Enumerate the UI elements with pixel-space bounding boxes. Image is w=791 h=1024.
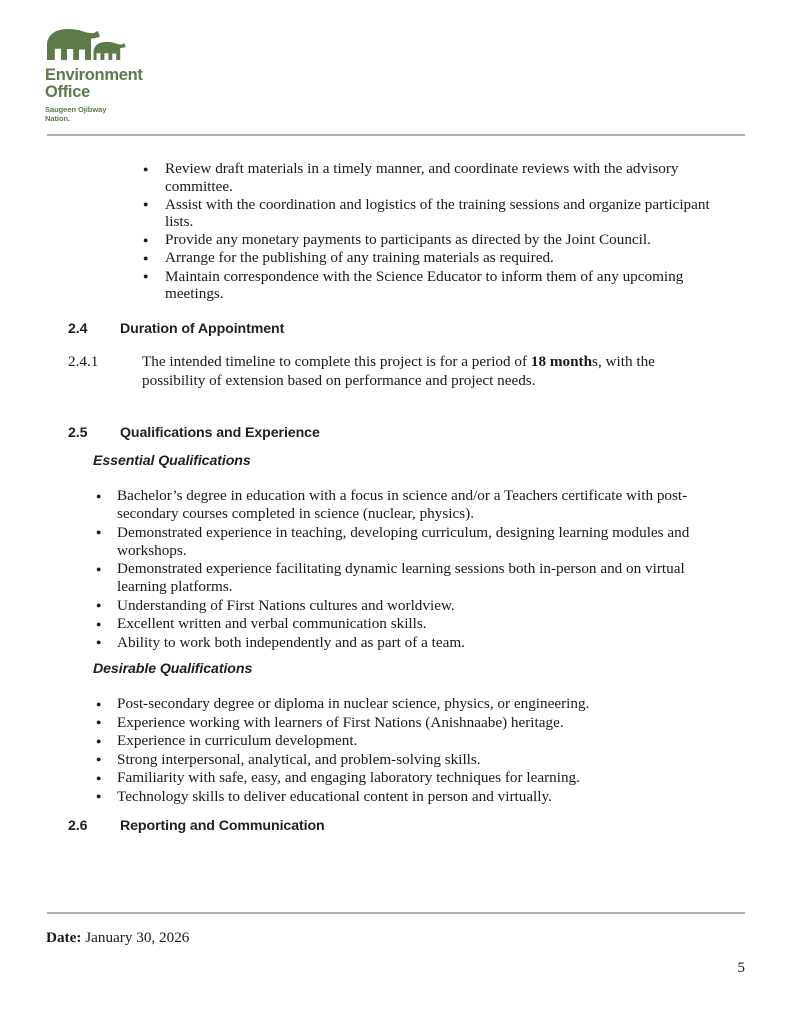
subheading-essential-qualifications: Essential Qualifications (93, 453, 251, 469)
page-number: 5 (737, 959, 745, 976)
section-number: 2.6 (68, 818, 88, 834)
clause-number: 2.4.1 (68, 353, 99, 370)
section-heading-2-5 (68, 425, 320, 441)
clause-text-before: The intended timeline to complete this project is for a period of (142, 353, 531, 370)
logo-subtitle-line2: Nation. (45, 114, 71, 124)
section-number: 2.4 (68, 321, 88, 337)
section-heading-2-6 (68, 818, 325, 834)
clause-text-bold: 18 month (530, 353, 593, 370)
section-title: Duration of Appointment (120, 321, 285, 337)
list-item: ● Experience working with learners of First Nations (Anishnaabe) heritage. (96, 714, 716, 732)
list-item: ● Provide any monetary payments to participants as directed by the Joint Council. (143, 231, 733, 249)
list-item: ● Strong interpersonal, analytical, and problem-solving skills. (96, 751, 716, 769)
footer-date-value: January 30, 2026 (85, 929, 190, 946)
subheading-desirable-qualifications: Desirable Qualifications (93, 661, 253, 677)
list-item: ● Post-secondary degree or diploma in nuclear science, physics, or engineering. (96, 695, 716, 713)
desirable-qualifications-list (96, 695, 716, 806)
list-item: ● Technology skills to deliver educational content in person and virtually. (96, 788, 716, 806)
section-heading-2-4 (68, 321, 284, 337)
list-item: ● Excellent written and verbal communication skills. (96, 615, 716, 633)
list-item: ● Maintain correspondence with the Science Educator to inform them of any upcoming meetings. (143, 268, 733, 303)
logo-wordmark-line1: Environment (45, 66, 143, 84)
list-item: ● Review draft materials in a timely manner, and coordinate reviews with the advisory committee. (143, 160, 733, 195)
list-item: ● Arrange for the publishing of any training materials as required. (143, 249, 733, 267)
logo-wordmark (45, 67, 225, 100)
logo-wordmark-line2: Office (45, 82, 90, 101)
list-item: ● Familiarity with safe, easy, and engaging laboratory techniques for learning. (96, 769, 716, 787)
list-item: ● Bachelor’s degree in education with a focus in science and/or a Teachers certificate with post-secondary courses completed in science (nuclear, physics). (96, 487, 716, 523)
list-item: ● Demonstrated experience in teaching, developing curriculum, designing learning modules and workshops. (96, 524, 716, 560)
clause-text-after: s, with the possibility of extension based on performance and project needs. (142, 353, 655, 389)
section-title: Reporting and Communication (120, 818, 325, 834)
logo-subtitle (45, 105, 225, 124)
footer-divider (47, 912, 745, 914)
organization-logo (45, 26, 225, 124)
clause-text (142, 353, 668, 390)
list-item: ● Experience in curriculum development. (96, 732, 716, 750)
essential-qualifications-list (96, 487, 716, 652)
footer-date-label: Date: (46, 929, 82, 946)
list-item: ● Assist with the coordination and logistics of the training sessions and organize participant lists. (143, 196, 733, 231)
list-item: ● Ability to work both independently and as part of a team. (96, 634, 716, 652)
responsibilities-list (143, 160, 733, 303)
section-number: 2.5 (68, 425, 88, 441)
header-divider (47, 134, 745, 136)
logo-subtitle-line1: Saugeen Ojibway (45, 105, 107, 114)
clause-2-4-1 (68, 353, 668, 390)
list-item: ● Understanding of First Nations cultures and worldview. (96, 597, 716, 615)
two-bears-icon (45, 26, 143, 62)
section-title: Qualifications and Experience (120, 425, 320, 441)
footer-date (46, 929, 189, 947)
list-item: ● Demonstrated experience facilitating dynamic learning sessions both in-person and on virtual learning platforms. (96, 560, 716, 596)
